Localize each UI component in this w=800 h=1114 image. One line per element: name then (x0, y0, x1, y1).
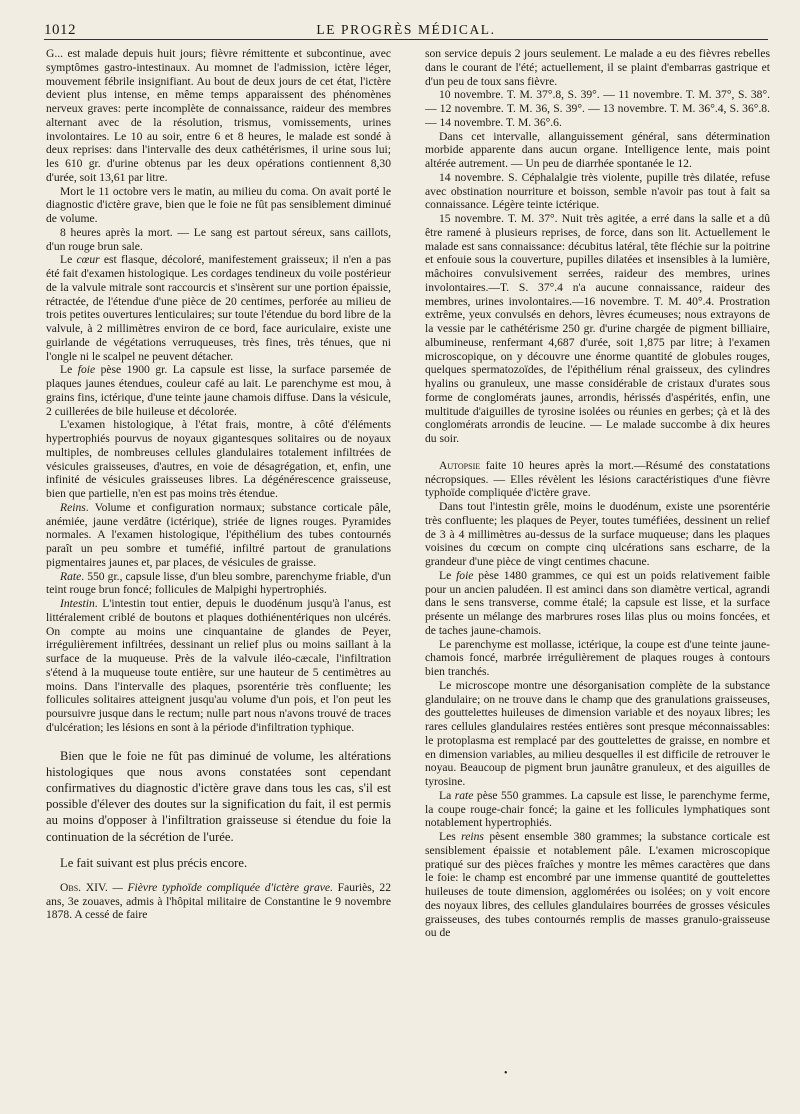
page-number: 1012 (44, 22, 76, 38)
histology-paragraph: L'examen histologique, à l'état frais, montre, à côté d'éléments hypertrophiés pourvus de noyaux gigantesques solitaires ou de noyaux multiples, de nombreuses cellules glandulaires totalement infiltrées de vésicules graisseuses, d'autres, en voie de désagrégation, et, enfin, une infinité de vésicules graisseuses libres. La dégénérescence graisseuse, bien que partielle, n'en est pas moins très étendue. (46, 418, 391, 500)
autopsy-label-right: Autopsie (439, 458, 481, 472)
small-intestine-paragraph: Dans tout l'intestin grêle, moins le duodénum, existe une psorentérie très confluente; les plaques de Peyer, toutes tuméfiées, dessinent un relief de 3 à 4 millimètres au-dessus de la surface muqueuse; dans les plaques voisines du cœcum on compte cinq ulcérations sans escharre, de la grandeur d'une pièce de vingt centimes chacune. (425, 500, 770, 568)
right-column (425, 47, 770, 940)
temperature-paragraph: 10 novembre. T. M. 37°.8, S. 39°. — 11 novembre. T. M. 37°, S. 38°. — 12 novembre. T. M. 36, S. 39°. — 13 novembre. T. M. 36°.4, S. 36°.8. — 14 novembre. T. M. 36°.6. (425, 88, 770, 129)
kidneys-weight-prefix: Les (439, 830, 462, 843)
spleen-weight-paragraph (425, 789, 770, 830)
liver-text: pèse 1900 gr. La capsule est lisse, la surface parsemée de plaques jaunes étendues, couleur café au lait. Le parenchyme est mou, à grains fins, ictérique, d'une teinte jaune chamois diffuse. Dans la vésicule, 2 cuillerées de bile huileuse et décolorée. (46, 363, 391, 418)
intestine-paragraph (46, 597, 391, 735)
observation-paragraph (46, 881, 391, 922)
spleen-term-right: rate (454, 788, 474, 802)
footer-mark: • (504, 1068, 508, 1079)
heart-paragraph (46, 253, 391, 363)
microscope-paragraph: Le microscope montre une désorganisation complète de la substance glandulaire; on ne trouve dans le champ que des granulations graisseuses, des gouttelettes huileuses de dimension variable et des noyaux libres; les rares cellules glandulaires restées entières sont presque méconnaissables: le protoplasma est remplacé par des gouttelettes de graisse, en nombre et en dimension variables, au milieu desquelles il est difficile de retrouver le noyau. Beaucoup de pigment brun jaunâtre granuleux, et des aiguilles de tyrosine. (425, 678, 770, 788)
parenchyma-paragraph: Le parenchyme est mollasse, ictérique, la coupe est d'une teinte jaune-chamois foncé, marbrée irrégulièrement de plaques rouges à contours bien tranchés. (425, 637, 770, 678)
kidneys-term-right: reins (461, 830, 484, 843)
liver-term: foie (77, 363, 96, 377)
november-15-paragraph: 15 novembre. T. M. 37°. Nuit très agitée, a erré dans la salle et a dû être ramené à plusieurs reprises, de force, dans son lit. Actuellement le malade est sans connaissance: décubitus latéral, tête fléchie sur la poitrine et enfouie sous la couverture, pupilles dilatées et insensibles à la lumière, mâchoires convulsivement serrées, raideur des membres, urines involontaires.—T. S. 37°.4 n'a aucune connaissance, raideur des membres, urines involontaires.—16 novembre. T. M. 40°.4. Prostration extrême, yeux convulsés en dehors, lèvres écumeuses; nous extrayons de la vessie par le cathétérisme 250 gr. d'urine chargée de pigment billiaire, albumineuse, renfermant 4,687 d'urée, soit 1,875 par litre; à l'examen microscopique, on y découvre une énorme quantité de globules rouges, quelques spermatozoïdes, de l'épithélium rénal graisseux, des cylindres hyalins ou granuleux, une masse considérable de cristaux d'urates sous forme de conglomérats jaunes, arrondis, hérissés d'aspérités, enfin, une multitude d'aiguilles de tyrosine isolées ou réunies en gerbes; çà et là des conglomérats arrondis de leucine. — Le malade succombe à dix heures du soir. (425, 212, 770, 445)
spleen-paragraph (46, 570, 391, 598)
spleen-weight-text: pèse 550 grammes. La capsule est lisse, le parenchyme ferme, la coupe rouge-chair foncé; la gaine et les follicules lymphatiques sont notablement hypertrophiés. (425, 788, 770, 830)
november-14-paragraph: 14 novembre. S. Céphalalgie très violente, pupille très dilatée, refuse avec obstination nourriture et boisson, semble n'avoir pas tout à fait sa connaissance. Légère teinte ictérique. (425, 170, 770, 212)
continuation-paragraph: son service depuis 2 jours seulement. Le malade a eu des fièvres rebelles dans le courant de l'été; actuellement, il se plaint d'embarras gastrique et d'un peu de toux sans fièvre. (425, 47, 770, 88)
spleen-term: Rate (60, 569, 82, 583)
case-history-paragraph: G... est malade depuis huit jours; fièvre rémittente et subcontinue, avec symptômes gastro-intestinaux. Au momnet de l'admission, ictère léger, mouvement fébrile insignifiant. Au bout de deux jours de cet état, l'ictère devient plus intense, en même temps apparaissent des phénomènes nerveux graves: perte incomplète de connaissance, raideur des membres alternant avec de la résolution, trismus, vomissements, urines involontaires. Le 10 au soir, entre 6 et 8 heures, le malade est sondé à deux reprises: dans l'intervalle des deux cathétérismes, il urine sous lui; les 610 gr. d'urine obtenus par les deux opérations contiennent 8,30 d'urée, soit 13,61 par litre. (46, 47, 391, 184)
autopsy-text: 8 heures après la mort. — Le sang est partout séreux, sans caillots, d'un rouge brun sale. (46, 225, 391, 253)
spleen-text: . 550 gr., capsule lisse, d'un bleu sombre, parenchyme friable, d'un teint rouge brun foncé; follicules de Malpighi hypertrophiés. (46, 569, 391, 597)
autopsy-paragraph (46, 226, 391, 254)
kidneys-paragraph (46, 501, 391, 570)
liver-paragraph (46, 363, 391, 418)
header-rule (44, 39, 768, 40)
observation-label: Obs. XIV. (60, 880, 108, 894)
page-header (44, 20, 768, 40)
liver-weight-text: pèse 1480 grammes, ce qui est un poids relativement faible pour un ancien paludéen. Il est aminci dans son diamètre vertical, agrandi dans le sens transverse, comme étalé; la capsule est lisse, et la surface présente un mélange des marbrures roses lilas plus ou moins foncées, et de taches jaune-chamois. (425, 568, 770, 637)
liver-term-right: foie (456, 568, 474, 582)
transition-paragraph: Le fait suivant est plus précis encore. (60, 855, 248, 870)
heart-term: cœur (76, 253, 100, 267)
death-paragraph: Mort le 11 octobre vers le matin, au milieu du coma. On avait porté le diagnostic d'ictère grave, bien que le foie ne fût pas sensiblement diminué de volume. (46, 184, 391, 225)
intestine-text: . L'intestin tout entier, depuis le duodénum jusqu'à l'anus, est littéralement criblé de boutons et plaques dothiénentériques non ulcérés. On compte au moins une cinquantaine de glandes de Peyer, irrégulièrement infiltrées, dessinant un relief plus ou moins saillant à la surface de la muqueuse. Près de la valvule iléo-cæcale, l'infiltration s'étend à la muqueuse toute entière, sur une hauteur de 5 centimètres au moins. Dans l'intervalle des plaques, psorentérie très confluente; les follicules solitaires atteignent jusqu'au volume d'un pois, et l'on peut les poursuivre jusque dans le rectum; nulle part nous n'avons trouvé de traces d'ulcération; les lésions en sont à la période d'infiltration typhique. (46, 597, 391, 734)
interval-paragraph: Dans cet intervalle, allanguissement général, sans détermination morbide apparente dans aucun organe. Intelligence lente, mais point altérée autrement. — Un peu de diarrhée spontanée le 12. (425, 129, 770, 170)
left-column (46, 47, 391, 922)
kidneys-term: Reins (60, 500, 86, 514)
liver-weight-paragraph (425, 569, 770, 638)
kidneys-weight-text: pèsent ensemble 380 grammes; la substance corticale est sensiblement épaissie et notablement pâle. L'examen microscopique pratiqué sur des pièces fraîches y montre les mêmes caractères que dans le foie: le champ est encombré par une immense quantité de gouttelettes huileuses de toute dimension, agglomérées ou isolées; on y voit encore des noyaux libres, des cellules glandulaires bourrées de grosses vésicules graisseuses, des tubes contournés remplis de masses granulo-graisseuse ou de (425, 830, 771, 940)
heart-prefix: Le (60, 253, 77, 267)
spleen-weight-prefix: La (439, 788, 455, 802)
observation-title: — Fièvre typhoïde compliquée d'ictère grave. (107, 880, 333, 894)
running-title: LE PROGRÈS MÉDICAL. (316, 22, 496, 37)
conclusion-paragraph: Bien que le foie ne fût pas diminué de volume, les altérations histologiques que nous avons constatées sont cependant confirmatives du diagnostic d'ictère grave dans tous les cas, s'il est possible d'élever des doutes sur la signification du fait, il est permis au moins d'opposer à l'infiltration graisseuse si étendue du foie la continuation de la sécrétion de l'urée. (46, 748, 391, 844)
heart-text: est flasque, décoloré, manifestement graisseux; il n'en a pas été fait d'examen histologique. Les cordages tendineux du voile postérieur de la valvule mitrale sont raccourcis et s'insèrent sur une portion épaissie, rétractée, de l'étendue d'une pièce de 20 centimes, perforée au milieu de trois petites ouvertures lenticulaires; sur toute l'étendue du bord libre de la valvule, à 2 millimètres environ de ce bord, face auriculaire, existe une guirlande de végétations verruqueuses, très fines, très ténues, que ni l'ongle ni le scalpel ne peuvent détacher. (46, 253, 391, 363)
autopsy-summary-paragraph (425, 459, 770, 500)
autopsy-summary-text: faite 10 heures après la mort.—Résumé des constatations nécropsiques. — Elles révèlent les lésions caractéristiques d'une fièvre typhoïde compliquée d'ictère grave. (425, 458, 770, 500)
kidneys-text: . Volume et configuration normaux; substance corticale pâle, anémiée, jaune verdâtre (ictérique), striée de lignes rouges. Pyramides normales. A l'examen histologique, l'épithélium des tubes contournés paraît un peu sombre et tuméfié, infiltré partout de granulations pigmentaires jaunes et, par places, de vésicules de graisse. (46, 500, 391, 569)
observation-text: Fauriès, 22 ans, 3e zouaves, admis à l'hôpital militaire de Constantine le 9 novembre 1878. A cessé de faire (46, 880, 392, 922)
kidneys-weight-paragraph (425, 830, 770, 940)
intestine-term: Intestin (60, 597, 95, 610)
liver-weight-prefix: Le (439, 568, 457, 582)
liver-prefix: Le (60, 363, 78, 377)
